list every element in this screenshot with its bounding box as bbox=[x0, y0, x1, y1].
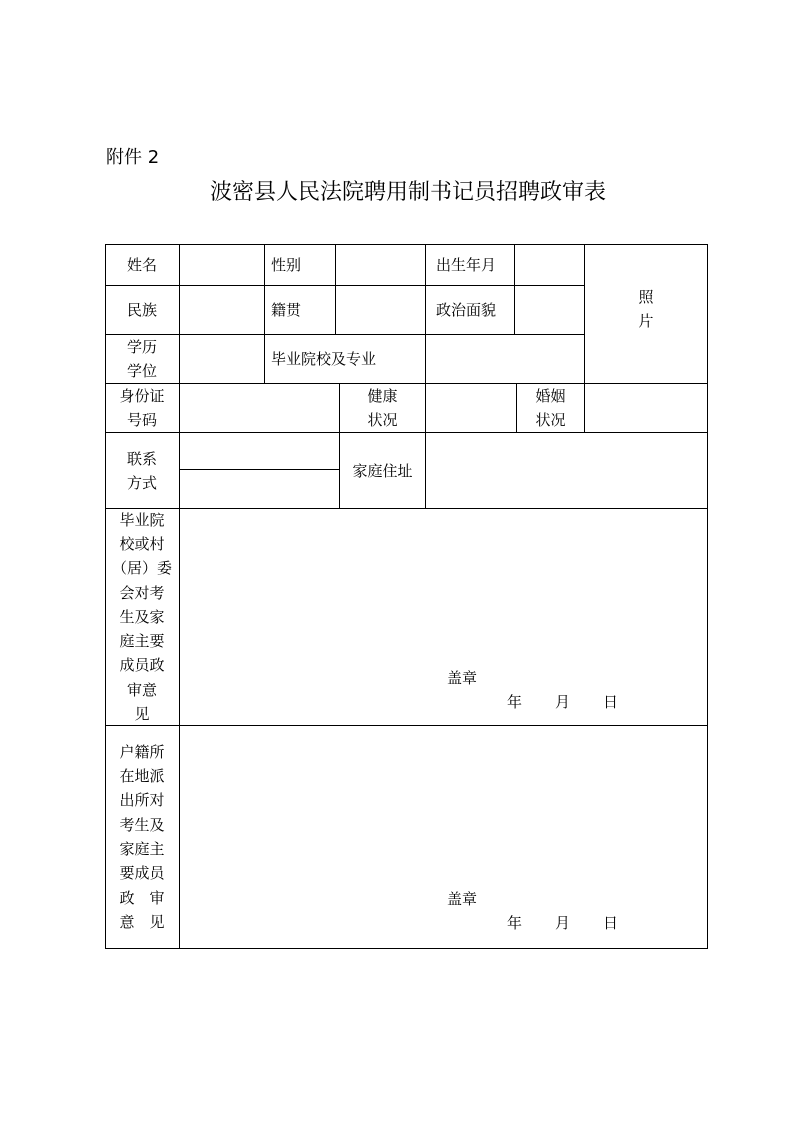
month-label: 月 bbox=[555, 693, 571, 711]
opinion-label-line: 在地派 bbox=[119, 767, 165, 786]
address-label: 家庭住址 bbox=[352, 461, 413, 480]
opinion-label-line: 会对考 bbox=[119, 583, 165, 602]
opinion-label-line: 意 见 bbox=[119, 912, 165, 931]
id-number-label bbox=[105, 384, 179, 432]
marital-label-line: 状况 bbox=[535, 411, 566, 429]
political-label: 政治面貌 bbox=[436, 301, 497, 319]
gender-field[interactable] bbox=[336, 244, 425, 285]
ethnicity-field[interactable] bbox=[180, 286, 264, 334]
address-field[interactable] bbox=[426, 433, 707, 508]
month-label: 月 bbox=[555, 914, 571, 932]
opinion-label-line: 政 审 bbox=[119, 888, 165, 907]
birth-field[interactable] bbox=[515, 244, 584, 285]
health-label-line: 健康 bbox=[367, 387, 398, 405]
opinion-label-line: 家庭主 bbox=[119, 840, 165, 858]
opinion-label-line: 校或村 bbox=[119, 534, 165, 553]
id-label-line: 号码 bbox=[126, 411, 157, 429]
stamp-label: 盖章 bbox=[447, 890, 478, 908]
opinion-label-line: 审意 bbox=[126, 680, 157, 699]
origin-label: 籍贯 bbox=[271, 301, 302, 319]
photo-label-1: 照 bbox=[638, 287, 654, 306]
opinion-label-line: 出所对 bbox=[119, 791, 165, 810]
police-station-opinion-label bbox=[105, 726, 179, 948]
contact-label bbox=[105, 433, 179, 508]
marital-label bbox=[517, 384, 584, 432]
contact-label-line: 联系 bbox=[126, 449, 157, 468]
opinion-label-line: （居）委 bbox=[111, 559, 172, 578]
name-label: 姓名 bbox=[126, 255, 157, 274]
year-label: 年 bbox=[507, 693, 523, 711]
stamp-label: 盖章 bbox=[447, 669, 478, 687]
opinion-label-line: 毕业院 bbox=[119, 510, 165, 529]
school-label: 毕业院校及专业 bbox=[271, 350, 377, 368]
photo-label-2: 片 bbox=[638, 311, 654, 330]
opinion-label-line: 成员政 bbox=[119, 656, 165, 675]
ethnicity-label: 民族 bbox=[126, 301, 157, 319]
marital-field[interactable] bbox=[585, 384, 707, 432]
contact-field-1[interactable] bbox=[180, 433, 339, 469]
school-committee-opinion-label bbox=[105, 509, 179, 725]
day-label: 日 bbox=[603, 914, 619, 932]
opinion-label-line: 考生及 bbox=[119, 815, 165, 834]
id-number-field[interactable] bbox=[180, 384, 339, 432]
year-label: 年 bbox=[507, 914, 523, 932]
opinion-label-line: 户籍所 bbox=[119, 742, 165, 761]
school-committee-opinion-field[interactable] bbox=[180, 509, 707, 725]
photo-box[interactable] bbox=[585, 244, 707, 383]
gender-label: 性别 bbox=[271, 255, 302, 274]
id-label-line: 身份证 bbox=[119, 387, 165, 405]
contact-label-line: 方式 bbox=[126, 473, 157, 492]
education-label bbox=[105, 335, 179, 383]
police-station-opinion-field[interactable] bbox=[180, 726, 707, 948]
opinion-label-line: 要成员 bbox=[119, 864, 165, 883]
opinion-label-line: 生及家 bbox=[119, 607, 165, 626]
health-label bbox=[340, 384, 425, 432]
table-border-bottom bbox=[105, 948, 708, 949]
opinion-label-line: 见 bbox=[134, 705, 150, 724]
birth-label: 出生年月 bbox=[436, 255, 497, 274]
political-field[interactable] bbox=[515, 286, 584, 334]
name-field[interactable] bbox=[180, 244, 264, 285]
health-field[interactable] bbox=[426, 384, 516, 432]
marital-label-line: 婚姻 bbox=[535, 387, 566, 405]
attachment-label: 附件 2 bbox=[106, 147, 160, 168]
table-border-right bbox=[707, 244, 708, 949]
education-label-line: 学历 bbox=[126, 338, 157, 356]
vetting-form-table bbox=[105, 244, 708, 949]
contact-field-2[interactable] bbox=[180, 470, 339, 508]
education-label-line: 学位 bbox=[126, 362, 157, 380]
page-title: 波密县人民法院聘用制书记员招聘政审表 bbox=[209, 180, 606, 205]
opinion-label-line: 庭主要 bbox=[119, 632, 165, 651]
education-field[interactable] bbox=[180, 335, 264, 383]
school-field[interactable] bbox=[426, 335, 584, 383]
origin-field[interactable] bbox=[336, 286, 425, 334]
health-label-line: 状况 bbox=[367, 411, 398, 429]
day-label: 日 bbox=[603, 693, 619, 711]
